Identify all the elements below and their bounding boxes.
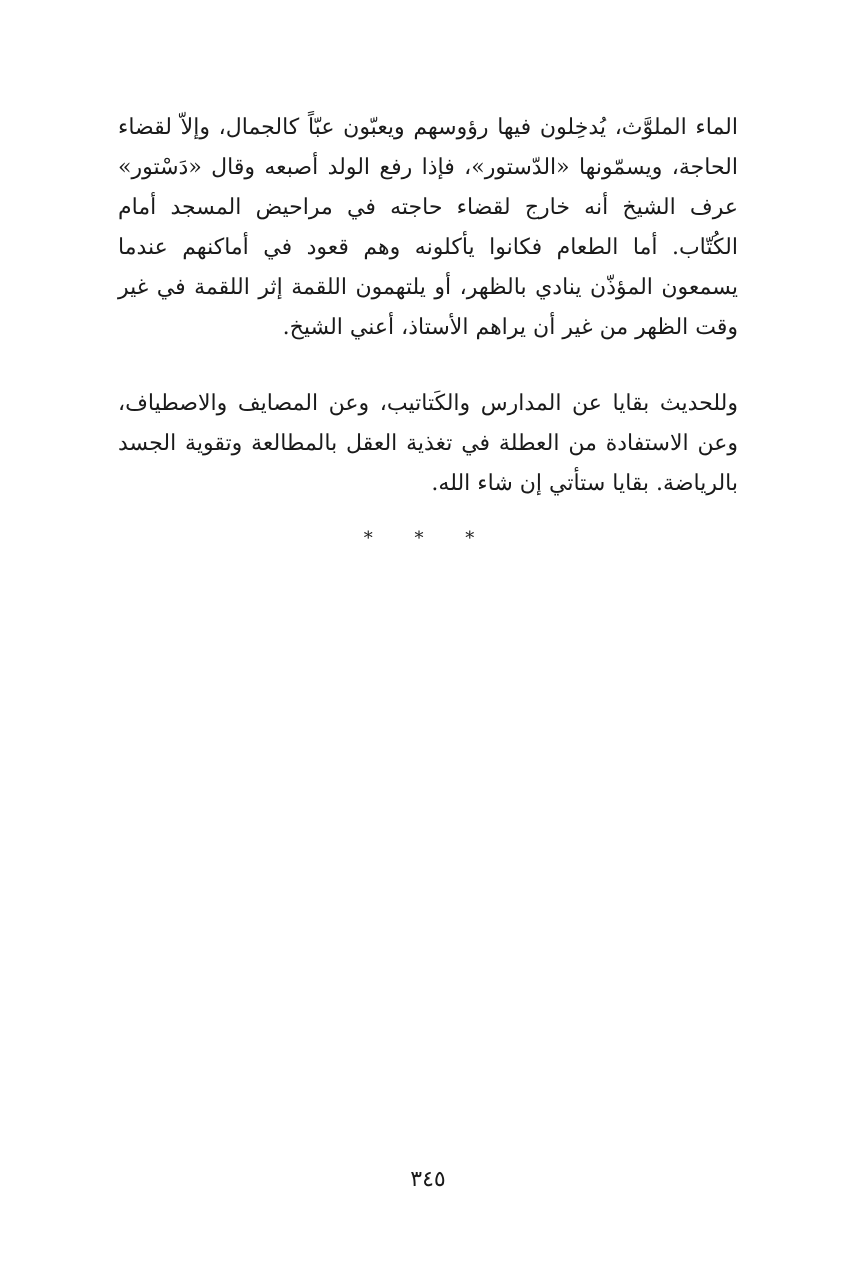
paragraph-text: وللحديث بقايا عن المدارس والكَتاتيب، وعن المصايف والاصطياف، وعن الاستفادة من العطلة في تغذية العقل بالمطالعة وتقوية الجسد بالرياضة. بقايا ستأتي إن شاء الله. (118, 391, 738, 496)
body-paragraph-1 (118, 108, 738, 348)
paragraph-text: الماء الملوَّث، يُدخِلون فيها رؤوسهم ويعبّون عبّاً كالجمال، وإلاّ لقضاء الحاجة، ويسمّونها «الدّستور»، فإذا رفع الولد أصبعه وقال «دَسْتور» عرف الشيخ أنه خارج لقضاء حاجته في مراحيض المسجد أمام الكُتّاب. أما الطعام فكانوا يأكلونه وهم قعود في أماكنهم عندما يسمعون المؤذّن ينادي بالظهر، أو يلتهمون اللقمة إثر اللقمة في غير وقت الظهر من غير أن يراهم الأستاذ، أعني الشيخ. (118, 115, 738, 340)
section-separator: * * * (363, 528, 493, 549)
page-number: ٣٤٥ (410, 1167, 446, 1192)
body-paragraph-2 (118, 384, 738, 504)
